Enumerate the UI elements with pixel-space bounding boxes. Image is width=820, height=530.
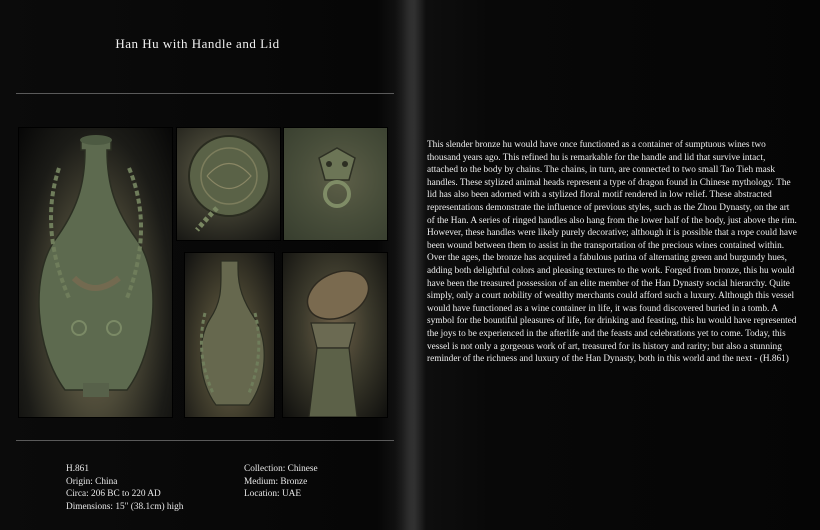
lid-illustration <box>177 128 280 240</box>
mask-illustration <box>284 128 387 240</box>
side-vessel-illustration <box>185 253 274 417</box>
bottom-divider <box>16 440 394 441</box>
photo-side-view <box>184 252 275 418</box>
photo-lid-neck <box>282 252 388 418</box>
item-id: H.861 <box>66 464 89 474</box>
origin-field: Origin: China <box>66 476 118 487</box>
photo-mask-handle <box>283 127 388 241</box>
photo-full-vessel <box>18 127 173 418</box>
neck-illustration <box>283 253 387 417</box>
details-left <box>66 463 183 513</box>
collection-field: Collection: Chinese <box>244 464 318 474</box>
medium-field: Medium: Bronze <box>244 476 308 487</box>
details-right <box>244 463 318 501</box>
page-title: Han Hu with Handle and Lid <box>115 36 280 51</box>
location-field: Location: UAE <box>244 489 302 500</box>
circa-field: Circa: 206 BC to 220 AD <box>66 489 161 500</box>
book-spine <box>395 0 425 530</box>
top-divider <box>16 93 394 94</box>
vessel-illustration <box>19 128 172 417</box>
description-text: This slender bronze hu would have once functioned as a container of sumptuous wines two thousand years ago. This refined hu is remarkable for the handle and lid that survive intact, attached to the body by chains. The chains, in turn, are connected to two small Tao Tieh mask handles. These stylized animal heads represent a type of dragon found in Chinese mythology. The lid has also been adorned with a stylized floral motif rendered in low relief. These abstracted representations demonstrate the influence of previous styles, such as the Zhou Dynasty, on the art of the Han. A series of ringed handles also hang from the lower half of the body, just above the rim. However, these handles were likely purely decorative; although it is possible that a rope could have been wound between them to assist in the transportation of the precious wines contained within. Over the ages, the bronze has acquired a fabulous patina of alternating green and burgundy hues, adding both delightful colors and pleasing textures to the work. Forged from bronze, this hu would have been the treasured possession of an elite member of the Han Dynasty social hierarchy. Quite simply, only a court nobility of wealthy merchants could afford such a luxury. Although this vessel would have functioned as a wine container in life, it was found discovered buried in a tomb. A symbol for the bountiful pleasures of life, for drinking and feasting, this hu would have represented the joys to be experienced in the afterlife and the feasts and celebrations yet to come. Today, this vessel is not only a gorgeous work of art, treasured for its history and rarity; but also a stunning reminder of the richness and luxury of the Han Dynasty, both in this world and the next - (H.861) <box>427 140 797 365</box>
dimensions-field: Dimensions: 15" (38.1cm) high <box>66 501 184 512</box>
photo-lid-detail <box>176 127 281 241</box>
